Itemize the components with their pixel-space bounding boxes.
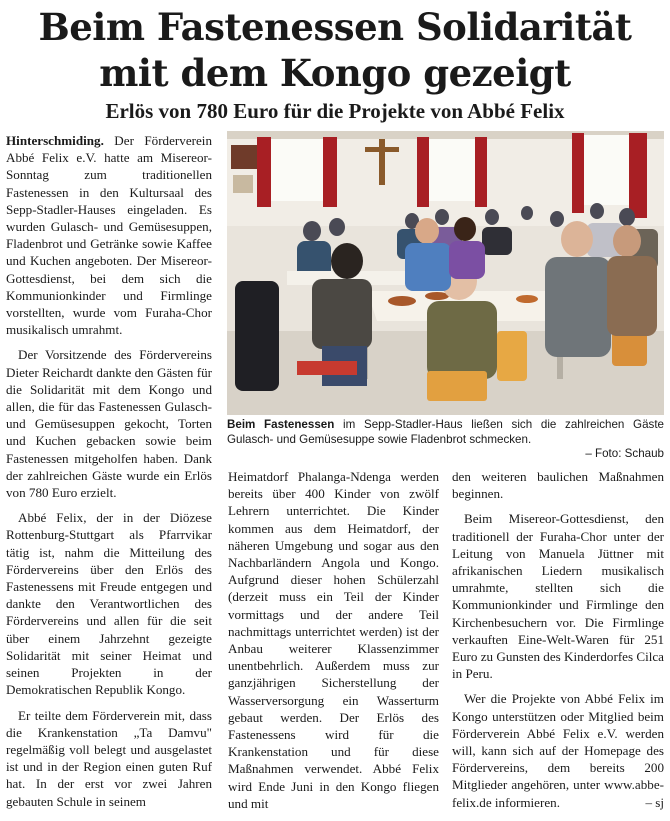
photo-caption bbox=[227, 418, 664, 447]
paragraph: Beim Misereor-Gottesdienst, den traditionell der Furaha-Chor unter der Leitung von Manuela Jüttner mit afrikanischen Liedern musikalisch umrahmte, stellten sich die Kommunionkinder und Firmlinge den Kirchenbesuchern vor. Die Firmlinge verkauften Eine-Welt-Waren für 251 Euro zu Gunsten des Kinderdorfes Cilca in Peru. bbox=[452, 511, 664, 682]
author-signature: – sj bbox=[645, 794, 664, 810]
paragraph-text: Wer die Projekte von Abbé Felix im Kongo unterstützen oder Mitglied beim Förderverein Abbé Felix e.V. werden will, kann sich auf der Homepage des Fördervereins, dem bereits 200 Mitglieder angehören, unter www.abbe-felix.de informieren. bbox=[452, 691, 664, 810]
paragraph: Er teilte dem Förderverein mit, dass die Krankenstation „Ta Damvu" regelmäßig voll belegt und ausgelastet ist und in der Region einen guten Ruf hat. In der erst vor zwei Jahren gebauten Schule in seinem bbox=[6, 707, 212, 809]
headline-line-2: mit dem Kongo gezeigt bbox=[99, 51, 571, 95]
caption-text: im Sepp-Stadler-Haus ließen sich die zahlreichen Gäste Gulasch- und Gemüsesuppe sowie Fladenbrot schmecken. bbox=[227, 418, 664, 446]
event-photo bbox=[227, 131, 664, 415]
paragraph-closing bbox=[452, 690, 664, 810]
dateline: Hinterschmiding. bbox=[6, 133, 104, 148]
photo-credit: – Foto: Schaub bbox=[585, 447, 664, 460]
subheadline: Erlös von 780 Euro für die Projekte von Abbé Felix bbox=[105, 99, 565, 123]
caption-lead: Beim Fastenessen bbox=[227, 418, 335, 431]
headline-line-1: Beim Fastenessen Solidarität bbox=[38, 5, 632, 49]
paragraph: Heimatdorf Phalanga-Ndenga werden bereits über 400 Kinder von zwölf Lehrern unterrichtet. Die Kinder kommen aus dem Heimatdorf, der näheren Umgebung und sogar aus den Nachbarländern Angola und Kongo. Aufgrund dieser hohen Schülerzahl (derzeit muss ein Teil der Kinder vormittags und der andere Teil nachmittags unterrichtet werden) ist der Anbau weiterer Klassenzimmer unentbehrlich. Außerdem muss zur ganzjährigen Sicherstellung der Wasserversorgung ein Wasserturm gebaut werden. Der Erlös des Fastenessens wird für die Krankenstation und für diese Maßnahmen verwendet. Abbé Felix wird Ende Juni in den Kongo fliegen und mit bbox=[228, 469, 439, 811]
column-3 bbox=[452, 468, 664, 811]
column-2 bbox=[228, 468, 439, 812]
paragraph-text: Der Förderverein Abbé Felix e.V. hatte am Misereor-Sonntag zum traditionellen Fastenessen in den Kultursaal des Sepp-Stadler-Hauses eingeladen. Es wurden Gulasch- und Gemüsesuppen, Fladenbrot und Getränke sowie Kaffee und Kuchen angeboten. Der Misereor-Gottesdienst, bei dem sich die Kommunionkinder und Firmlinge vorstellten, wurde vom Furaha-Chor musikalisch umrahmt. bbox=[6, 133, 212, 338]
paragraph: Der Vorsitzende des Fördervereins Dieter Reichardt dankte den Gästen für die Solidarität mit dem Kongo und allen, die für das Fastenessen Gulasch- und Gemüsesuppen gekocht, Torten und Kuchen gebacken sowie beim Fastenessen mitgeholfen haben. Dank der zahlreichen Gäste wurde ein Erlös von 780 Euro erzielt. bbox=[6, 347, 212, 501]
photo-illustration bbox=[227, 131, 664, 415]
column-1 bbox=[6, 132, 212, 810]
paragraph-intro bbox=[6, 132, 212, 338]
paragraph: Abbé Felix, der in der Diözese Rottenburg-Stuttgart als Pfarrvikar tätig ist, nahm die Mitteilung des Fördervereins über den Erlös des Fastenessens mit Freude entgegen und dankte den Verantwortlichen des Fördervereins und allen für die seit über einem Jahrzehnt gezeigte Solidarität mit seiner Heimat und seinen Projekten in der Demokratischen Republik Kongo. bbox=[6, 510, 212, 698]
paragraph: den weiteren baulichen Maßnahmen beginnen. bbox=[452, 469, 664, 502]
